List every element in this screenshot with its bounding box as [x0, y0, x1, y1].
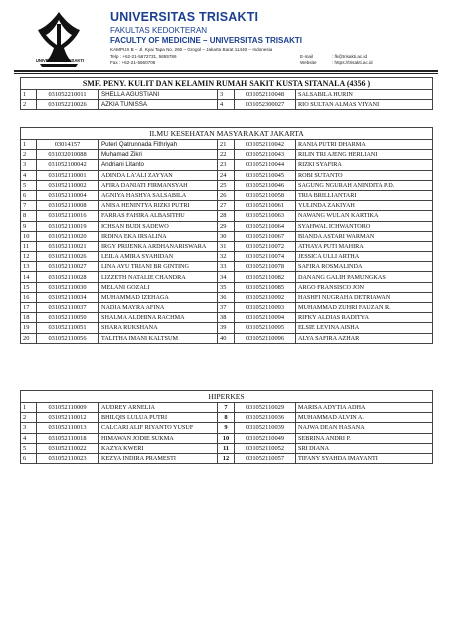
student-id-right: 031052110094	[235, 313, 296, 323]
student-name-right: JESSICA ULLI ARTHA	[296, 252, 433, 262]
student-name-left: LEILA AMIRA SYAHIDAN	[99, 252, 218, 262]
student-name-right: HASHFI NUGRAHA DETRIAWAN	[296, 292, 433, 302]
table-row	[21, 272, 433, 282]
student-id-right: 031052110096	[235, 333, 296, 343]
email-value: : fk@trisakti.ac.id	[332, 54, 368, 59]
student-id-right: 031052110057	[235, 453, 296, 463]
row-number-right: 25	[218, 180, 235, 190]
row-number-left: 1	[21, 140, 37, 150]
table-row	[21, 433, 433, 443]
table-row	[21, 453, 433, 463]
row-number-left: 14	[21, 272, 37, 282]
student-id-left: 031052110018	[37, 433, 99, 443]
header-divider	[14, 70, 438, 72]
row-number-left: 15	[21, 282, 37, 292]
row-number-right: 33	[218, 262, 235, 272]
header-divider-thin	[14, 73, 438, 74]
fax-line: Fax : +62-21-5660706	[110, 60, 156, 65]
student-name-right: SYAHWAL ICHWANTORO	[296, 221, 433, 231]
student-id-right: 031052110042	[235, 140, 296, 150]
row-number-left: 9	[21, 221, 37, 231]
student-id-left: 031052110023	[37, 453, 99, 463]
table-row	[21, 170, 433, 180]
student-id-right: 031052110064	[235, 221, 296, 231]
table-row	[21, 90, 433, 100]
student-id-right: 031052110078	[235, 262, 296, 272]
student-id-left: 031052110051	[37, 323, 99, 333]
student-name-left: AUDREY ARNELIA	[99, 403, 218, 413]
row-number-right: 23	[218, 160, 235, 170]
table-hiperkes	[20, 390, 433, 464]
student-name-left: TALITHA IMANI KALTSUM	[99, 333, 218, 343]
student-name-right: RILIN TRI AJENG HERLIANI	[296, 150, 433, 160]
student-id-left: 031032010088	[37, 150, 99, 160]
row-number-left: 10	[21, 231, 37, 241]
student-id-left: 031052110030	[37, 282, 99, 292]
student-name-right: TRIA BRILLIANTARI	[296, 190, 433, 200]
student-name-left: SHALMA ALDHINA RACHMA	[99, 313, 218, 323]
row-number-right: 35	[218, 282, 235, 292]
row-number-left: 4	[21, 170, 37, 180]
row-number-left: 5	[21, 443, 37, 453]
student-name-left: MELANI GOZALI	[99, 282, 218, 292]
student-id-right: 031052110063	[235, 211, 296, 221]
student-id-left: 031052110020	[37, 231, 99, 241]
row-number-right: 36	[218, 292, 235, 302]
student-name-left: FARRAS FAHIRA ALBASITHU	[99, 211, 218, 221]
table-row	[21, 292, 433, 302]
website-label: Website	[300, 60, 317, 65]
row-number-right: 37	[218, 303, 235, 313]
row-number-right: 3	[218, 90, 235, 100]
student-id-left: 031052110002	[37, 180, 99, 190]
student-name-right: SRI DIANA	[296, 443, 433, 453]
row-number-left: 3	[21, 423, 37, 433]
student-id-right: 031052110039	[235, 423, 296, 433]
logo-caption: UNIVERSITAS TRISAKTI	[35, 58, 85, 63]
table-row	[21, 201, 433, 211]
student-id-right: 031052300027	[235, 100, 296, 110]
student-id-left: 03014157	[37, 140, 99, 150]
student-id-left: 031052110028	[37, 272, 99, 282]
table-row	[21, 160, 433, 170]
student-name-right: MARISA ADYTIA ADHA	[296, 403, 433, 413]
student-id-left: 031052110021	[37, 241, 99, 251]
table-row	[21, 211, 433, 221]
student-name-right: RANIA PUTRI DHARMA	[296, 140, 433, 150]
faculty-name-en: FACULTY OF MEDICINE – UNIVERSITAS TRISAKTI	[110, 36, 303, 45]
row-number-left: 12	[21, 252, 37, 262]
row-number-left: 20	[21, 333, 37, 343]
table-row	[21, 241, 433, 251]
row-number-right: 4	[218, 100, 235, 110]
section-title: SMF. PENY. KULIT DAN KELAMIN RUMAH SAKIT KUSTA SITANALA (4356 )	[21, 78, 433, 90]
student-id-left: 031052110050	[37, 313, 99, 323]
student-name-left: LINA AYU TRIANI BR GINTING	[99, 262, 218, 272]
student-id-left: 031052110037	[37, 303, 99, 313]
student-id-left: 031052110009	[37, 403, 99, 413]
row-number-left: 18	[21, 313, 37, 323]
student-id-right: 031052110046	[235, 180, 296, 190]
student-id-right: 031052110072	[235, 241, 296, 251]
table-row	[21, 313, 433, 323]
student-name-right: RIFKY ALDIAS RADITYA	[296, 313, 433, 323]
student-id-right: 031052110092	[235, 292, 296, 302]
student-id-right: 031052110093	[235, 303, 296, 313]
student-name-left: KAZYA KWERI	[99, 443, 218, 453]
student-name-left: AGNIYA HASHYA SALSABILA	[99, 190, 218, 200]
table-ilmu-kesehatan-masyarakat	[20, 127, 433, 344]
student-id-left: 031052110008	[37, 201, 99, 211]
row-number-left: 8	[21, 211, 37, 221]
row-number-left: 2	[21, 150, 37, 160]
table-row	[21, 231, 433, 241]
student-name-right: SAGUNG NGURAH ANINDITA P.D.	[296, 180, 433, 190]
row-number-left: 3	[21, 160, 37, 170]
student-name-right: NAWANG WULAN KARTIKA	[296, 211, 433, 221]
student-name-right: TIFANY SYAHDA IMAYANTI	[296, 453, 433, 463]
student-name-right: ELSIE LEVINA AISHA	[296, 323, 433, 333]
student-id-left: 031052210026	[37, 100, 99, 110]
student-id-left: 031052110022	[37, 443, 99, 453]
student-name-left: AFIRA DANIATI FIRMANSYAH	[99, 180, 218, 190]
row-number-right: 10	[218, 433, 235, 443]
table-row	[21, 413, 433, 423]
row-number-right: 39	[218, 323, 235, 333]
row-number-right: 34	[218, 272, 235, 282]
student-name-right: SAFIRA ROSMALINDA	[296, 262, 433, 272]
table-row	[21, 150, 433, 160]
table-row	[21, 303, 433, 313]
table-row	[21, 180, 433, 190]
student-name-left: HIMAWAN JODIE SUKMA	[99, 433, 218, 443]
table-row	[21, 282, 433, 292]
row-number-left: 5	[21, 180, 37, 190]
student-name-left: KEZYA INDIRA PRAMESTI	[99, 453, 218, 463]
row-number-right: 30	[218, 231, 235, 241]
student-id-right: 031052110048	[235, 90, 296, 100]
student-name-left: Puteri Qatrunnada Fithriyah	[99, 140, 218, 150]
row-number-right: 32	[218, 252, 235, 262]
student-name-left: CALCARI ALIF RIYANTO YUSUF	[99, 423, 218, 433]
address-line: KAMPUS B – Jl. Kyai Tapa No. 260 – Grogol – Jakarta Barat 11440 – Indonesia	[110, 47, 273, 52]
row-number-right: 40	[218, 333, 235, 343]
row-number-right: 9	[218, 423, 235, 433]
table-row	[21, 323, 433, 333]
row-number-left: 17	[21, 303, 37, 313]
table-row	[21, 190, 433, 200]
row-number-left: 7	[21, 201, 37, 211]
row-number-left: 16	[21, 292, 37, 302]
row-number-right: 22	[218, 150, 235, 160]
student-id-right: 031052110061	[235, 201, 296, 211]
student-id-right: 031052110074	[235, 252, 296, 262]
table-row	[21, 221, 433, 231]
row-number-right: 24	[218, 170, 235, 180]
table-row	[21, 403, 433, 413]
student-id-left: 031052110004	[37, 190, 99, 200]
row-number-left: 13	[21, 262, 37, 272]
student-name-left: SHARA RUKSHANA	[99, 323, 218, 333]
telephone-line: Telp : +62-21-5672731, 5655786	[110, 54, 177, 59]
student-id-left: 031052110016	[37, 211, 99, 221]
student-id-left: 031052110019	[37, 221, 99, 231]
table-row	[21, 100, 433, 110]
section-title: HIPERKES	[21, 391, 433, 403]
row-number-left: 1	[21, 90, 37, 100]
student-id-left: 031052110001	[37, 170, 99, 180]
row-number-right: 28	[218, 211, 235, 221]
row-number-left: 6	[21, 453, 37, 463]
student-name-right: ALYA SAFIRA AZHAR	[296, 333, 433, 343]
table-row	[21, 443, 433, 453]
row-number-left: 6	[21, 190, 37, 200]
student-name-left: ICHSAN BUDI SADEWO	[99, 221, 218, 231]
student-id-left: 031052110027	[37, 262, 99, 272]
student-id-left: 031052110026	[37, 252, 99, 262]
student-id-right: 031052110043	[235, 150, 296, 160]
row-number-left: 4	[21, 433, 37, 443]
student-id-right: 031052110049	[235, 433, 296, 443]
student-name-right: YULINDA ZAKIYAH	[296, 201, 433, 211]
student-name-left: LIZZETH NATALIE CHANDRA	[99, 272, 218, 282]
university-name: UNIVERSITAS TRISAKTI	[110, 10, 259, 24]
row-number-left: 1	[21, 403, 37, 413]
student-id-right: 031052110085	[235, 282, 296, 292]
student-id-right: 031052110095	[235, 323, 296, 333]
student-id-left: 031052210011	[37, 90, 99, 100]
student-name-left: MUHAMMAD IZEHAGA	[99, 292, 218, 302]
row-number-right: 27	[218, 201, 235, 211]
student-id-left: 031052110013	[37, 423, 99, 433]
student-name-left: NADIA MAYRA AFINA	[99, 303, 218, 313]
student-name-right: BIANDA ASTARI WARMAN	[296, 231, 433, 241]
student-name-left: IRDINA EKA IRSALINA	[99, 231, 218, 241]
student-id-left: 031052110034	[37, 292, 99, 302]
student-name-left: IRGY PRIJENKA ARDHANARISWARA	[99, 241, 218, 251]
student-name-right: DANANG GALIH PAMUNGKAS	[296, 272, 433, 282]
student-name-right: ARGO FRANSISCO JON	[296, 282, 433, 292]
row-number-right: 38	[218, 313, 235, 323]
student-name-left: ANISA HENINTYA RIZKI PUTRI	[99, 201, 218, 211]
row-number-left: 2	[21, 100, 37, 110]
student-id-right: 031052110067	[235, 231, 296, 241]
student-id-right: 031052110052	[235, 443, 296, 453]
row-number-right: 7	[218, 403, 235, 413]
student-name-right: SALSABILA HURIN	[296, 90, 433, 100]
student-id-left: 031052100042	[37, 160, 99, 170]
table-row	[21, 140, 433, 150]
student-name-left: AZKIA TUNISSA	[99, 100, 218, 110]
student-name-right: SEBRINA ANDRI P.	[296, 433, 433, 443]
student-id-right: 031052110045	[235, 170, 296, 180]
student-id-right: 031052110082	[235, 272, 296, 282]
website-value: : https://trisakti.ac.id	[332, 60, 373, 65]
student-name-left: ADINDA LA'ALI ZAYYAN	[99, 170, 218, 180]
row-number-left: 2	[21, 413, 37, 423]
row-number-right: 12	[218, 453, 235, 463]
student-name-right: NAJWA DEAN HASANA	[296, 423, 433, 433]
student-id-left: 031052110056	[37, 333, 99, 343]
table-row	[21, 333, 433, 343]
row-number-left: 11	[21, 241, 37, 251]
row-number-left: 19	[21, 323, 37, 333]
row-number-right: 26	[218, 190, 235, 200]
student-name-left: Muhamad Zikri	[99, 150, 218, 160]
row-number-right: 31	[218, 241, 235, 251]
student-name-right: RIO SULTAN ALMAS VIYANI	[296, 100, 433, 110]
faculty-name-id: FAKULTAS KEDOKTERAN	[110, 26, 208, 35]
student-name-right: ATHAYA PUTI MAHIRA	[296, 241, 433, 251]
student-name-right: ROBI SUTANTO	[296, 170, 433, 180]
student-name-left: Andriani Litanto	[99, 160, 218, 170]
student-name-right: MUHAMMAD ALVIN A.	[296, 413, 433, 423]
table-row	[21, 262, 433, 272]
table-row	[21, 252, 433, 262]
student-id-right: 031052110036	[235, 413, 296, 423]
student-id-right: 031052110058	[235, 190, 296, 200]
table-row	[21, 423, 433, 433]
student-name-left: BHILQIS LULUA PUTRI	[99, 413, 218, 423]
row-number-right: 8	[218, 413, 235, 423]
row-number-right: 21	[218, 140, 235, 150]
table-kulit-kelamin	[20, 77, 433, 110]
student-name-right: RIZKI SYAFIRA	[296, 160, 433, 170]
row-number-right: 11	[218, 443, 235, 453]
section-title: ILMU KESEHATAN MASYARAKAT JAKARTA	[21, 128, 433, 140]
student-name-right: MUHAMMAD ZUHRI FAUZAN R.	[296, 303, 433, 313]
student-name-left: SHELLA AGUSTIANI	[99, 90, 218, 100]
row-number-right: 29	[218, 221, 235, 231]
email-label: E-mail	[300, 54, 314, 59]
student-id-left: 031052110012	[37, 413, 99, 423]
student-id-right: 031052110044	[235, 160, 296, 170]
student-id-right: 031052110029	[235, 403, 296, 413]
